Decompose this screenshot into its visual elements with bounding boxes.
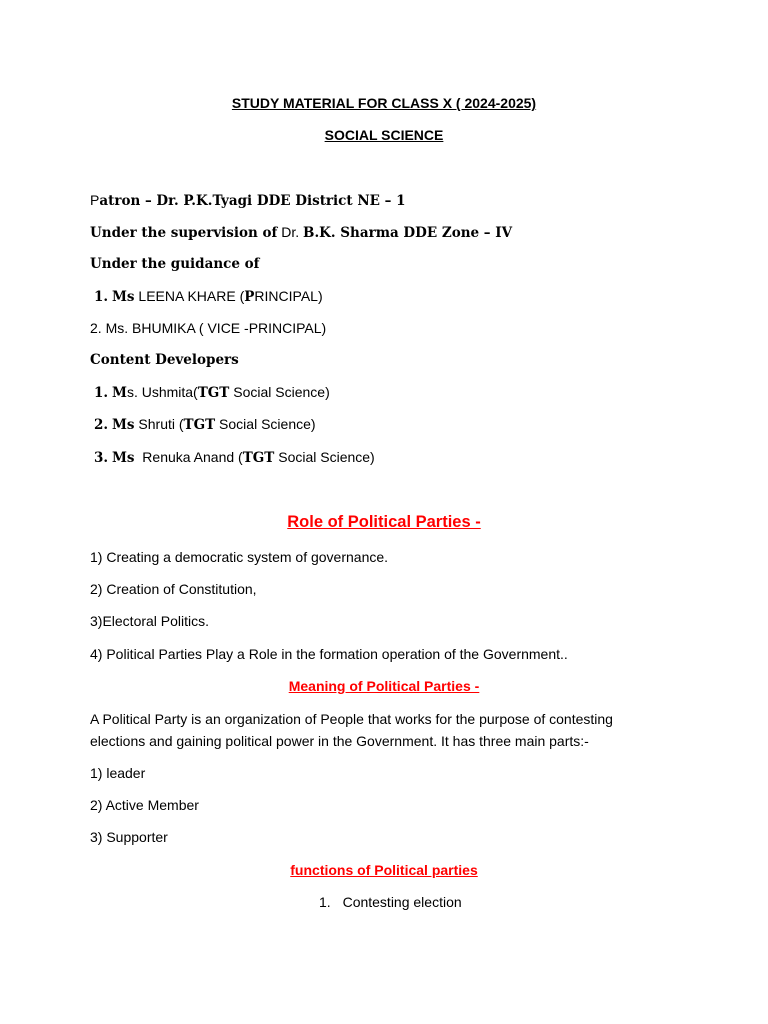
meaning-part-1: 1) leader xyxy=(90,765,146,781)
guidance-name-bold: P xyxy=(244,289,255,305)
role-item-2: 2) Creation of Constitution, xyxy=(90,581,257,597)
developer-subject: Social Science) xyxy=(215,416,316,432)
developer-tgt: TGT xyxy=(197,385,230,401)
developer-subject: Social Science) xyxy=(229,384,330,400)
developer-name: Renuka Anand ( xyxy=(134,449,243,465)
developer-title: M xyxy=(111,385,127,401)
role-item-3: 3)Electoral Politics. xyxy=(90,613,210,629)
guidance-label: Under the guidance of xyxy=(90,256,260,272)
guidance-item-1 xyxy=(94,287,323,306)
developer-title: Ms xyxy=(111,417,135,433)
document-title: STUDY MATERIAL FOR CLASS X ( 2024-2025) xyxy=(231,95,537,111)
developer-item-3 xyxy=(94,448,375,467)
developer-item-1 xyxy=(94,383,330,402)
meaning-heading: Meaning of Political Parties - xyxy=(288,678,480,694)
guidance-name-pre: LEENA KHARE ( xyxy=(138,288,245,304)
developer-name: Shruti ( xyxy=(134,416,184,432)
role-item-1: 1) Creating a democratic system of governance. xyxy=(90,549,389,565)
functions-item-num: 1. xyxy=(319,894,331,910)
supervision-dr: Dr. xyxy=(281,224,300,240)
developer-item-2 xyxy=(94,415,316,434)
developer-tgt: TGT xyxy=(183,417,216,433)
meaning-part-3: 3) Supporter xyxy=(90,829,168,845)
role-item-4: 4) Political Parties Play a Role in the formation operation of the Government.. xyxy=(90,646,568,662)
patron-initial: P xyxy=(90,192,100,208)
supervision-label: Under the supervision of xyxy=(90,225,278,241)
patron-text: atron – Dr. P.K.Tyagi DDE District NE – 1 xyxy=(99,193,406,209)
functions-heading: functions of Political parties xyxy=(290,862,478,878)
meaning-part-2: 2) Active Member xyxy=(90,797,199,813)
patron-line xyxy=(90,191,406,210)
guidance-title: Ms xyxy=(111,289,135,305)
developer-num: 2. xyxy=(94,417,109,433)
role-heading: Role of Political Parties - xyxy=(287,513,481,531)
subject-title: SOCIAL SCIENCE xyxy=(324,127,444,143)
developer-num: 1. xyxy=(94,385,109,401)
developer-num: 3. xyxy=(94,450,109,466)
developer-name: s. Ushmita( xyxy=(126,384,198,400)
developers-label: Content Developers xyxy=(90,352,239,368)
functions-item-1 xyxy=(319,893,462,911)
guidance-num: 1. xyxy=(94,289,109,305)
developer-title: Ms xyxy=(111,450,135,466)
supervision-line xyxy=(90,223,512,242)
developer-subject: Social Science) xyxy=(274,449,375,465)
developer-tgt: TGT xyxy=(242,450,275,466)
guidance-name-post: RINCIPAL) xyxy=(254,288,323,304)
functions-item-text: Contesting election xyxy=(342,894,462,910)
meaning-paragraph: A Political Party is an organization of People that works for the purpose of contesting elections and gaining political power in the Government. It has three main parts:- xyxy=(90,711,613,749)
guidance-item-2: 2. Ms. BHUMIKA ( VICE -PRINCIPAL) xyxy=(90,320,327,336)
supervision-name: B.K. Sharma DDE Zone – IV xyxy=(303,225,513,241)
